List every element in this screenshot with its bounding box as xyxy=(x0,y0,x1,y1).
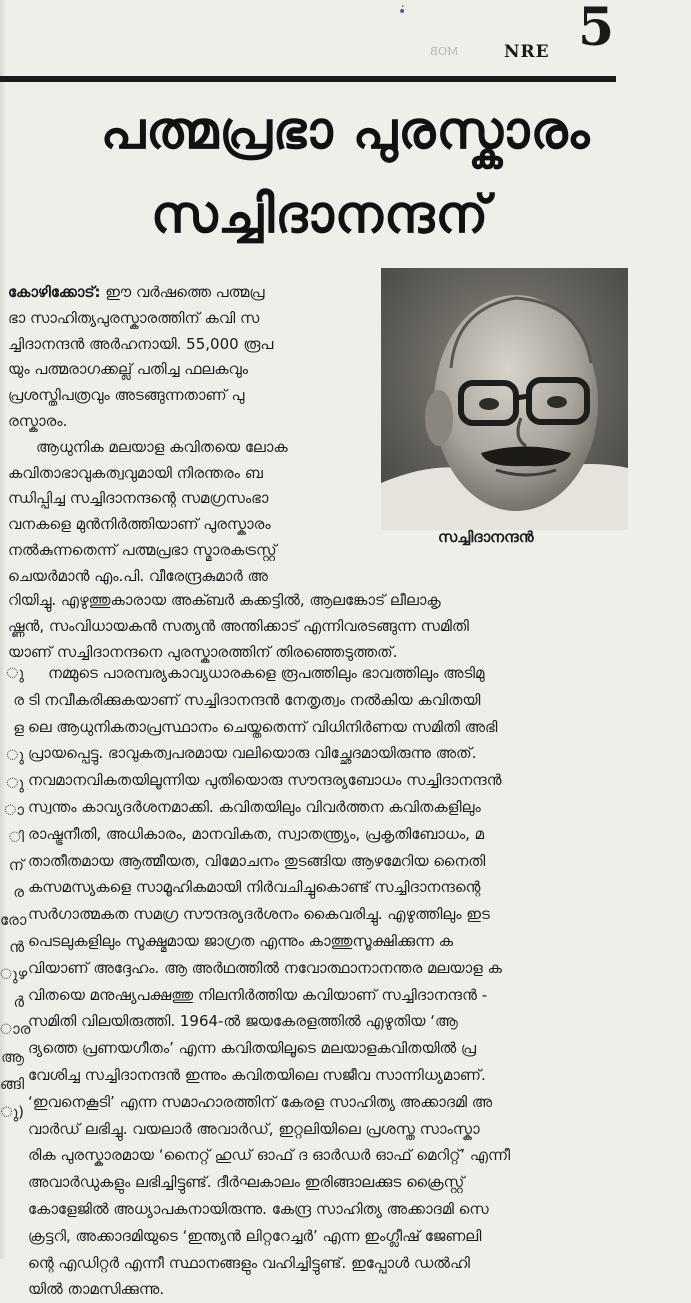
text-line: വനകളെ മുൻനിർത്തിയാണ് പുരസ്കാരം xyxy=(8,515,271,534)
gutter-fragment: ാ xyxy=(4,801,24,820)
text-line: രാഷ്ട്രനീതി, അധികാരം, മാനവികത, സ്വാതന്ത്ര്യം, പ്രകൃതിബോധം, മ xyxy=(28,824,485,843)
gutter-fragment: ാര xyxy=(0,1020,31,1039)
gutter-fragment: ു) xyxy=(0,1102,24,1121)
edition-code: NRE xyxy=(504,42,550,62)
text-line: ഷ്ണൻ, സംവിധായകൻ സത്യൻ അന്തിക്കാട് എന്നിവരടങ്ങുന്ന സമിതി xyxy=(8,616,469,635)
text-line: വാർഡ് ലഭിച്ചു. വയലാർ അവാർഡ്, ഇറ്റലിയിലെ പ്രശസ്ത സാംസ്കാ xyxy=(28,1119,480,1138)
text-line: ന്റെ എഡിറ്റർ എന്നീ സ്ഥാനങ്ങളും വഹിച്ചിട്ടുണ്ട്. ഇപ്പോൾ ഡൽഹി xyxy=(28,1253,470,1272)
gutter-fragment: ങ്ങി xyxy=(0,1075,25,1094)
text-line: ചെയർമാൻ എം.പി. വീരേന്ദ്രകുമാർ അ xyxy=(8,566,268,585)
gutter-fragment: ള xyxy=(13,718,24,737)
text-line: സർഗാത്മകത സമഗ്ര സൗന്ദര്യദർശനം കൈവരിച്ചു. എഴുത്തിലും ഇട xyxy=(28,905,490,924)
text-line: ന്ധിപ്പിച്ച സച്ചിദാനന്ദന്റെ സമഗ്രസംഭാ xyxy=(8,489,269,508)
text-line: കവിതാഭാവുകത്വവുമായി നിരന്തരം ബ xyxy=(8,463,263,482)
gutter-fragment: ര xyxy=(13,691,24,710)
text-line: പ്രശസ്തിപത്രവും അടങ്ങുന്നതാണ് പു xyxy=(8,386,245,405)
gutter-fragment: ു xyxy=(6,664,24,682)
text-line: സ്വന്തം കാവ്യദർശനമാക്കി. കവിതയിലും വിവർത്തന കവിതകളിലും xyxy=(28,797,481,816)
text-line: നൽകുന്നതെന്ന് പത്മപ്രഭാ സ്മാരകട്രസ്റ്റ് xyxy=(8,540,277,559)
text-line: നവമാനവികതയിലൂന്നിയ പുതിയൊരു സൗന്ദര്യബോധം സച്ചിദാനന്ദൻ xyxy=(28,771,502,790)
text-line: വിതയെ മനുഷ്യപക്ഷത്തു നിലനിർത്തിയ കവിയാണ് സച്ചിദാനന്ദൻ - xyxy=(28,985,488,1004)
text-line: രസ്കാരം. xyxy=(8,411,68,430)
narrow-column xyxy=(8,280,374,590)
dateline: കോഴിക്കോട്: xyxy=(8,283,101,301)
text-line: വേശിച്ച സച്ചിദാനന്ദൻ ഇന്നും കവിതയിലെ സജീവ സാന്നിധ്യമാണ്. xyxy=(28,1065,486,1084)
text-line: ക്രട്ടറി, അക്കാദമിയുടെ ‘ഇന്ത്യൻ ലിറ്ററേച്ചർ’ എന്ന ഇംഗ്ലീഷ് ജേണലി xyxy=(28,1226,482,1245)
text-line: ഈ വർഷത്തെ പത്മപ്ര xyxy=(105,283,265,301)
gutter-fragment: ന് xyxy=(8,855,24,874)
header-rule xyxy=(0,76,616,82)
gutter-fragment: രോ xyxy=(0,910,27,929)
text-line: കസമസ്യകളെ സാമൂഹികമായി നിർവചിച്ചുകൊണ്ട് സച്ചിദാനന്ദന്റെ xyxy=(28,878,481,897)
gutter-fragment: ൻ xyxy=(9,938,24,957)
gutter-fragment: ുഴ xyxy=(0,965,28,984)
text-line: ടി നവീകരിക്കുകയാണ് സച്ചിദാനന്ദൻ നേതൃത്വം നൽകിയ കവിതയി xyxy=(28,690,481,709)
text-line: ഭാ സാഹിത്യപുരസ്കാരത്തിന് കവി സ xyxy=(8,308,260,327)
gutter-fragment: ർ xyxy=(13,992,24,1011)
gutter-fragment: ആ xyxy=(1,1047,24,1066)
text-line: താതീതമായ ആത്മീയത, വിമോചനം തുടങ്ങിയ ആഴമേറിയ നൈതി xyxy=(28,851,486,870)
article-wide-top xyxy=(8,588,668,665)
adjacent-column-fragments xyxy=(0,660,31,1126)
gutter-fragment: ു xyxy=(6,746,24,765)
second-paragraph xyxy=(8,435,374,590)
text-line: വിയാണ് അദ്ദേഹം. ആ അർഥത്തിൽ നവോത്ഥാനാനന്തര മലയാള ക xyxy=(28,958,502,977)
text-line: സമിതി വിലയിരുത്തി. 1964-ൽ ജയകേരളത്തിൽ എഴുതിയ ‘ആ xyxy=(28,1012,458,1031)
text-line: പെടലുകളിലും സൂക്ഷ്മമായ ജാഗ്രത എന്നും കാത്തുസൂക്ഷിക്കുന്ന ക xyxy=(28,931,454,950)
print-mark: •̇ xyxy=(398,4,407,20)
text-line: നമ്മുടെ പാരമ്പര്യകാവ്യധാരകളെ രൂപത്തിലും ഭാവത്തിലും അടിമു xyxy=(48,664,485,682)
text-line: ‘ഇവനെകൂടി’ എന്ന സമാഹാരത്തിന് കേരള സാഹിത്യ അക്കാദമി അ xyxy=(28,1092,493,1111)
text-line: റിയിച്ചു. എഴുത്തുകാരായ അക്ബർ കക്കട്ടിൽ, ആലങ്കോട് ലീലാകൃ xyxy=(8,591,441,609)
headline-line-2: സച്ചിദാനന്ദന് xyxy=(150,185,490,245)
gutter-fragment: ു xyxy=(6,773,24,792)
text-line: പ്രായപ്പെട്ടു. ഭാവുകത്വപരമായ വലിയൊരു വിച്ഛേദമായിരുന്നു അത്. xyxy=(28,744,477,763)
text-line: ആധുനിക മലയാള കവിതയെ ലോക xyxy=(36,437,288,456)
text-line: ദ്യത്തെ പ്രണയഗീതം’ എന്ന കവിതയിലൂടെ മലയാളകവിതയിൽ പ്ര xyxy=(28,1039,477,1058)
text-line: യിൽ താമസിക്കുന്നു. xyxy=(28,1280,165,1299)
text-line: രിക പുരസ്കാരമായ ‘നൈറ്റ് ഹുഡ് ഓഫ് ദ ഓർഡർ ഓഫ് മെറിറ്റ്’ എന്നീ xyxy=(28,1146,511,1165)
text-line: അവാർഡുകളും ലഭിച്ചിട്ടുണ്ട്. ദീർഘകാലം ഇരിങ്ങാലക്കുട ക്രൈസ്റ്റ് xyxy=(28,1173,465,1192)
text-line: യും പത്മരാഗക്കല്ല് പതിച്ച ഫലകവും xyxy=(8,360,249,379)
headline-line-1: പത്മപ്രഭാ പുരസ്കാരം xyxy=(100,101,591,161)
gutter-fragment: ര xyxy=(13,883,24,902)
text-line: കോളേജിൽ അധ്യാപകനായിരുന്നു. കേന്ദ്ര സാഹിത്യ അക്കാദമി സെ xyxy=(28,1199,489,1218)
article-top xyxy=(8,280,668,590)
text-line: യാണ് സച്ചിദാനന്ദനെ പുരസ്കാരത്തിന് തിരഞ്ഞെടുത്തത്. xyxy=(8,642,398,661)
gutter-fragment: ി xyxy=(8,828,24,847)
article-main-body xyxy=(28,660,666,1303)
photo-caption: സച്ചിദാനന്ദൻ xyxy=(438,528,534,546)
page-number: 5 xyxy=(578,0,615,58)
intro-paragraph xyxy=(8,280,374,435)
show-through-text: MOB xyxy=(430,45,459,58)
text-line: ച്ചിദാനന്ദൻ അർഹനായി. 55,000 രൂപ xyxy=(8,334,274,353)
text-line: ലെ ആധുനികതാപ്രസ്ഥാനം ചെയ്തതെന്ന് വിധിനിർണയ സമിതി അഭി xyxy=(28,717,498,736)
